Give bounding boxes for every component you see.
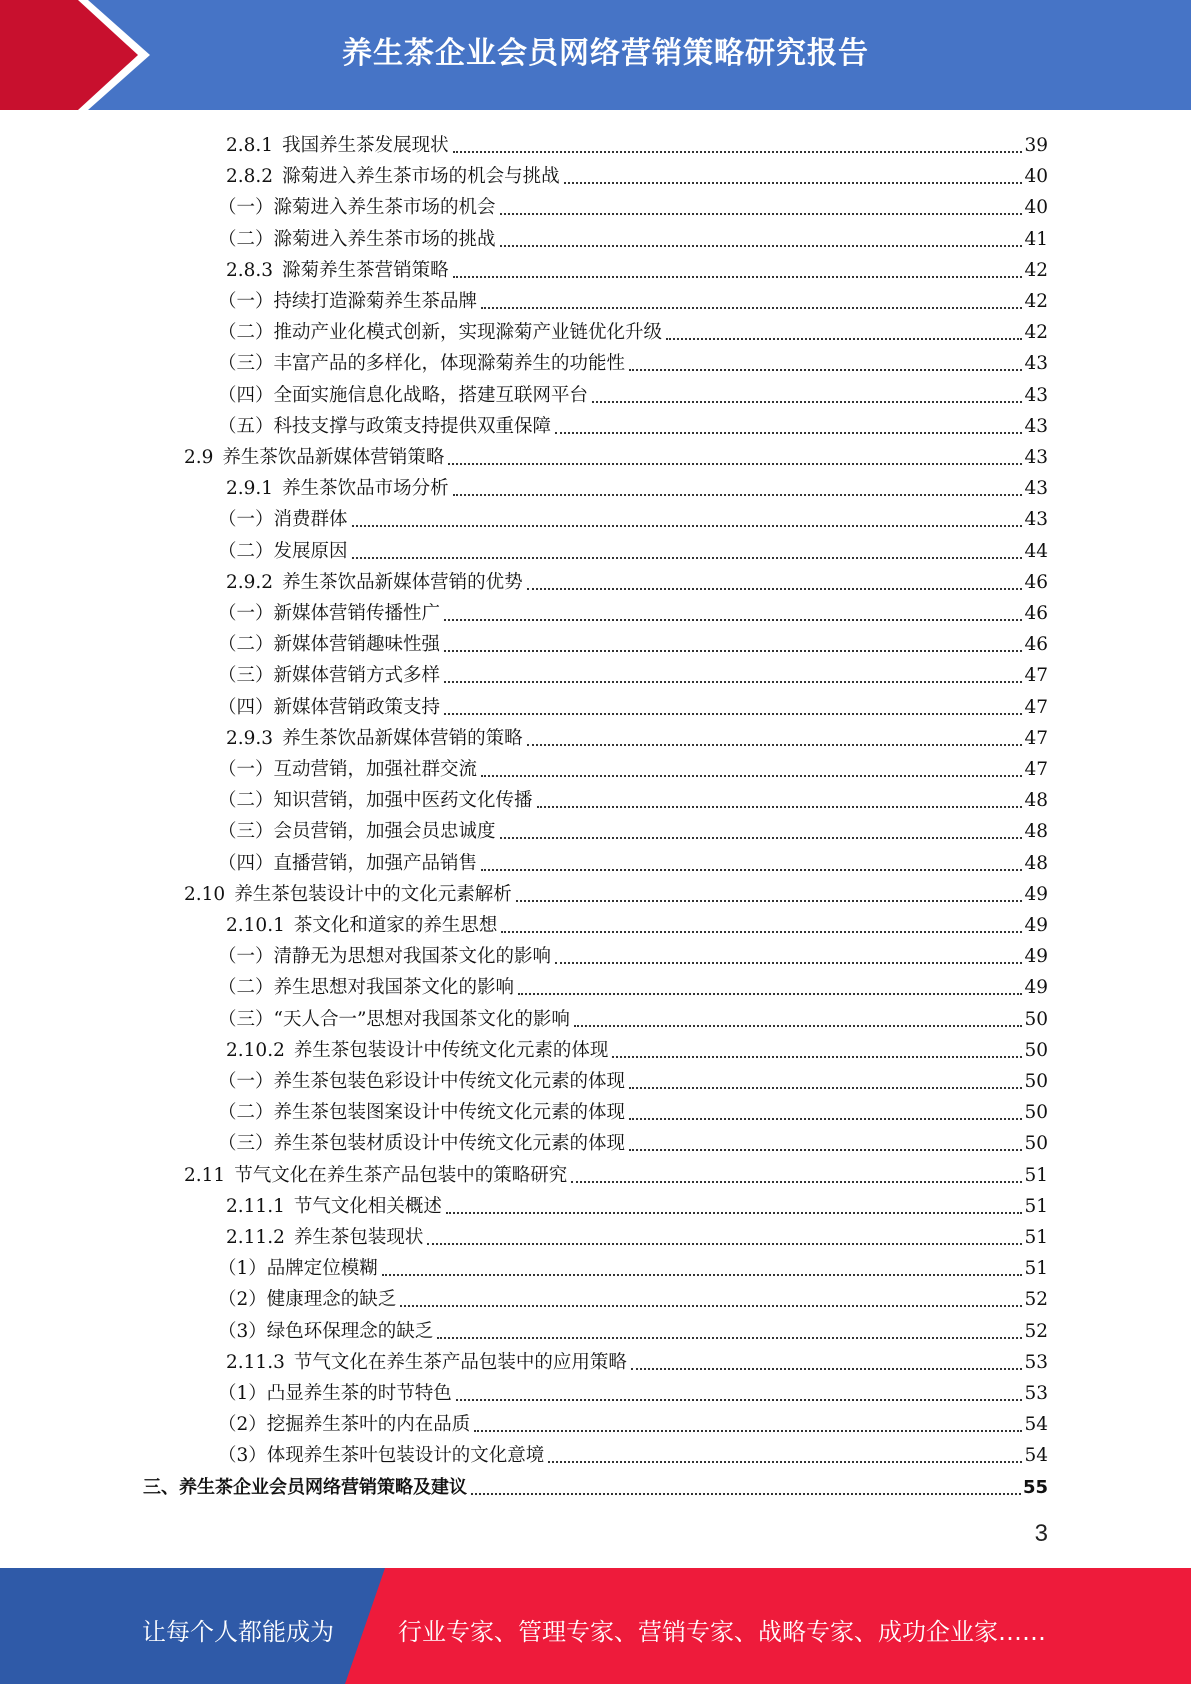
toc-entry-title: （2）挖掘养生茶叶的内在品质: [218, 1414, 471, 1436]
footer-slogan-right: 行业专家、管理专家、营销专家、战略专家、成功企业家……: [398, 1618, 1046, 1646]
toc-entry-title: 养生茶饮品新媒体营销策略: [222, 447, 445, 468]
toc-entry-title: （二）滁菊进入养生茶市场的挑战: [218, 228, 496, 250]
toc-dot-leader: [400, 1304, 1022, 1307]
toc-entry[interactable]: [226, 908, 1048, 939]
toc-entry-number: 2.8.1: [226, 135, 274, 156]
toc-entry-title: 三、养生茶企业会员网络营销策略及建议: [143, 1476, 467, 1498]
toc-entry-title: （一）清静无为思想对我国茶文化的影响: [218, 946, 552, 968]
toc-dot-leader: [527, 587, 1023, 590]
toc-entry-title: 节气文化在养生茶产品包装中的策略研究: [234, 1164, 568, 1186]
toc-dot-leader: [444, 649, 1022, 652]
toc-entry[interactable]: [218, 596, 1048, 627]
toc-dot-leader: [453, 493, 1023, 496]
toc-entry[interactable]: [218, 1407, 1048, 1438]
toc-entry-page: 40: [1024, 166, 1048, 188]
toc-entry-page: 50: [1024, 1008, 1048, 1030]
toc-entry-page: 40: [1024, 197, 1048, 219]
toc-entry-title: 节气文化相关概述: [293, 1195, 442, 1217]
toc-dot-leader: [629, 368, 1022, 371]
toc-entry[interactable]: [218, 970, 1048, 1001]
toc-entry[interactable]: [218, 1126, 1048, 1157]
toc-entry[interactable]: [218, 1095, 1048, 1126]
toc-dot-leader: [444, 618, 1022, 621]
toc-dot-leader: [474, 1429, 1022, 1432]
toc-entry-page: 46: [1024, 571, 1048, 593]
toc-entry[interactable]: [218, 190, 1048, 221]
toc-entry-page: 42: [1024, 291, 1048, 312]
toc-entry-title: 养生茶包装现状: [293, 1227, 424, 1248]
toc-entry[interactable]: [218, 1438, 1048, 1469]
toc-entry-title: 养生茶饮品新媒体营销的策略: [282, 727, 523, 749]
toc-dot-leader: [481, 306, 1022, 309]
toc-entry-page: 51: [1024, 1195, 1048, 1217]
toc-entry-title: 滁菊养生茶营销策略: [282, 259, 449, 281]
toc-entry-number: 2.11.3: [226, 1351, 285, 1373]
page-footer: [0, 1568, 1191, 1684]
toc-entry-title: （二）养生思想对我国茶文化的影响: [218, 977, 515, 999]
toc-entry[interactable]: [218, 814, 1048, 845]
toc-entry-page: 47: [1024, 665, 1048, 687]
toc-entry-page: 43: [1024, 353, 1048, 375]
toc-dot-leader: [352, 524, 1023, 527]
toc-entry[interactable]: [226, 565, 1048, 596]
toc-entry-page: 44: [1024, 540, 1048, 562]
toc-entry-number: 2.11.1: [226, 1195, 285, 1217]
toc-entry-title: （1）凸显养生茶的时节特色: [218, 1383, 452, 1404]
toc-entry[interactable]: [184, 1158, 1048, 1189]
toc-entry[interactable]: [218, 939, 1048, 970]
toc-dot-leader: [629, 1148, 1022, 1151]
toc-entry-page: 43: [1024, 384, 1048, 406]
toc-entry-page: 43: [1024, 478, 1048, 500]
toc-entry-page: 50: [1024, 1039, 1048, 1061]
toc-entry-page: 49: [1024, 883, 1048, 905]
toc-entry-title: （三）会员营销，加强会员忠诚度: [218, 821, 496, 843]
toc-entry-page: 41: [1024, 228, 1048, 250]
toc-dot-leader: [427, 1242, 1022, 1245]
toc-entry-title: 养生茶饮品市场分析: [282, 478, 449, 500]
toc-entry[interactable]: [218, 409, 1048, 440]
toc-entry-title: （二）养生茶包装图案设计中传统文化元素的体现: [218, 1102, 626, 1124]
toc-dot-leader: [612, 1055, 1022, 1058]
toc-dot-leader: [555, 431, 1022, 434]
toc-entry-page: 52: [1024, 1289, 1048, 1311]
toc-dot-leader: [500, 212, 1023, 215]
toc-entry-title: 养生茶包装设计中的文化元素解析: [234, 883, 512, 905]
toc-dot-leader: [500, 836, 1023, 839]
footer-slogan-left: 让每个人都能成为: [142, 1618, 334, 1646]
toc-entry[interactable]: [218, 752, 1048, 783]
toc-dot-leader: [574, 1024, 1023, 1027]
toc-dot-leader: [555, 961, 1022, 964]
toc-dot-leader: [437, 1336, 1022, 1339]
toc-entry-page: 54: [1024, 1445, 1048, 1467]
toc-entry-title: （五）科技支撑与政策支持提供双重保障: [218, 415, 552, 437]
toc-entry[interactable]: [218, 846, 1048, 877]
toc-entry-page: 54: [1024, 1414, 1048, 1436]
toc-entry-page: 55: [1022, 1476, 1048, 1498]
toc-entry-title: （一）滁菊进入养生茶市场的机会: [218, 197, 496, 219]
toc-entry-page: 47: [1024, 759, 1048, 780]
toc-entry-title: （1）品牌定位模糊: [218, 1258, 378, 1280]
toc-entry-title: （三）养生茶包装材质设计中传统文化元素的体现: [218, 1133, 626, 1155]
toc-entry-title: 养生茶包装设计中传统文化元素的体现: [293, 1039, 609, 1061]
toc-dot-leader: [448, 462, 1022, 465]
toc-entry-page: 51: [1024, 1258, 1048, 1280]
toc-entry-title: （四）新媒体营销政策支持: [218, 696, 441, 718]
toc-entry[interactable]: [218, 1251, 1048, 1282]
toc-entry-page: 52: [1024, 1320, 1048, 1342]
toc-entry[interactable]: [226, 159, 1048, 190]
toc-dot-leader: [666, 337, 1022, 340]
toc-entry-number: 2.11.2: [226, 1227, 285, 1248]
toc-dot-leader: [446, 1211, 1023, 1214]
toc-entry-title: （一）互动营销，加强社群交流: [218, 759, 478, 780]
report-title: 养生茶企业会员网络营销策略研究报告: [342, 36, 869, 71]
toc-entry-title: （3）绿色环保理念的缺乏: [218, 1320, 434, 1342]
toc-entry[interactable]: [226, 253, 1048, 284]
toc-entry[interactable]: [218, 315, 1048, 346]
toc-entry[interactable]: [226, 1220, 1048, 1251]
toc-entry-number: 2.9: [184, 447, 214, 468]
toc-entry-title: 我国养生茶发展现状: [282, 135, 449, 156]
toc-entry-page: 48: [1024, 790, 1048, 812]
toc-entry-number: 2.9.3: [226, 727, 274, 749]
toc-entry[interactable]: [218, 690, 1048, 721]
toc-entry-page: 48: [1024, 852, 1048, 874]
toc-entry-title: （一）消费群体: [218, 509, 348, 531]
toc-dot-leader: [592, 400, 1022, 403]
toc-entry-title: （三）“天人合一”思想对我国茶文化的影响: [218, 1008, 570, 1030]
toc-entry[interactable]: [218, 627, 1048, 658]
toc-dot-leader: [481, 868, 1022, 871]
toc-entry-number: 2.10.2: [226, 1039, 285, 1061]
toc-entry[interactable]: [218, 1376, 1048, 1407]
page-header: [0, 0, 1191, 110]
toc-entry-title: （一）新媒体营销传播性广: [218, 603, 441, 624]
toc-dot-leader: [444, 712, 1022, 715]
toc-entry-page: 50: [1024, 1133, 1048, 1155]
toc-entry[interactable]: [226, 1033, 1048, 1064]
toc-dot-leader: [571, 1180, 1022, 1183]
toc-entry-number: 2.9.2: [226, 571, 274, 593]
toc-entry[interactable]: [218, 502, 1048, 533]
toc-entry[interactable]: [218, 658, 1048, 689]
toc-entry-page: 53: [1024, 1383, 1048, 1404]
toc-entry[interactable]: [226, 1189, 1048, 1220]
toc-entry-title: （3）体现养生茶叶包装设计的文化意境: [218, 1445, 545, 1467]
toc-entry-number: 2.10: [184, 883, 226, 905]
toc-entry-title: 节气文化在养生茶产品包装中的应用策略: [293, 1351, 627, 1373]
toc-entry-page: 51: [1024, 1164, 1048, 1186]
toc-entry[interactable]: [218, 222, 1048, 253]
toc-entry-title: （三）丰富产品的多样化，体现滁菊养生的功能性: [218, 353, 626, 375]
toc-entry-title: （一）养生茶包装色彩设计中传统文化元素的体现: [218, 1071, 626, 1092]
page-number: 3: [1034, 1520, 1048, 1547]
toc-entry-page: 46: [1024, 603, 1048, 624]
toc-entry-page: 43: [1024, 447, 1048, 468]
toc-dot-leader: [453, 275, 1023, 278]
toc-entry-page: 53: [1024, 1351, 1048, 1373]
toc-entry[interactable]: [218, 1282, 1048, 1313]
toc-dot-leader: [564, 181, 1023, 184]
toc-entry-page: 47: [1024, 727, 1048, 749]
toc-entry-page: 49: [1024, 977, 1048, 999]
toc-entry-page: 47: [1024, 696, 1048, 718]
toc-entry-title: （二）知识营销，加强中医药文化传播: [218, 790, 533, 812]
toc-entry-page: 48: [1024, 821, 1048, 843]
toc-entry-page: 50: [1024, 1071, 1048, 1092]
toc-entry[interactable]: [218, 378, 1048, 409]
toc-dot-leader: [501, 930, 1022, 933]
toc-dot-leader: [500, 244, 1023, 247]
toc-entry-page: 49: [1024, 946, 1048, 968]
toc-entry[interactable]: [218, 1314, 1048, 1345]
toc-entry-title: （二）新媒体营销趣味性强: [218, 634, 441, 656]
toc-entry[interactable]: [226, 721, 1048, 752]
toc-entry-title: 养生茶饮品新媒体营销的优势: [282, 571, 523, 593]
toc-entry-number: 2.8.3: [226, 259, 274, 281]
toc-entry-page: 43: [1024, 415, 1048, 437]
toc-dot-leader: [537, 805, 1023, 808]
toc-dot-leader: [548, 1460, 1022, 1463]
toc-dot-leader: [516, 899, 1023, 902]
toc-entry[interactable]: [218, 346, 1048, 377]
toc-entry[interactable]: [184, 440, 1048, 471]
toc-entry-page: 39: [1024, 135, 1048, 156]
toc-entry-page: 49: [1024, 915, 1048, 936]
toc-dot-leader: [518, 992, 1022, 995]
toc-dot-leader: [629, 1086, 1022, 1089]
toc-entry-page: 51: [1024, 1227, 1048, 1248]
toc-entry-title: （二）推动产业化模式创新，实现滁菊产业链优化升级: [218, 322, 663, 344]
toc-entry-title: （四）全面实施信息化战略，搭建互联网平台: [218, 384, 589, 406]
toc-entry-title: （2）健康理念的缺乏: [218, 1289, 397, 1311]
toc-entry-page: 50: [1024, 1102, 1048, 1124]
toc-entry-title: （二）发展原因: [218, 540, 348, 562]
toc-dot-leader: [382, 1273, 1023, 1276]
toc-entry-number: 2.10.1: [226, 915, 285, 936]
toc-entry-number: 2.9.1: [226, 478, 274, 500]
toc-entry-page: 46: [1024, 634, 1048, 656]
toc-dot-leader: [456, 1398, 1023, 1401]
toc-entry[interactable]: [218, 1064, 1048, 1095]
toc-dot-leader: [527, 743, 1023, 746]
toc-entry[interactable]: [218, 1002, 1048, 1033]
toc-entry[interactable]: [184, 877, 1048, 908]
toc-dot-leader: [481, 774, 1022, 777]
toc-entry[interactable]: [218, 284, 1048, 315]
toc-entry[interactable]: [226, 471, 1048, 502]
toc-entry-title: （四）直播营销，加强产品销售: [218, 852, 478, 874]
toc-entry[interactable]: [218, 534, 1048, 565]
toc-entry-page: 42: [1024, 259, 1048, 281]
toc-entry-page: 42: [1024, 322, 1048, 344]
toc-dot-leader: [631, 1367, 1023, 1370]
toc-entry-title: 滁菊进入养生茶市场的机会与挑战: [282, 166, 560, 188]
toc-dot-leader: [352, 556, 1023, 559]
toc-dot-leader: [471, 1492, 1021, 1495]
toc-dot-leader: [629, 1117, 1022, 1120]
toc-entry-number: 2.8.2: [226, 166, 274, 188]
toc-entry-title: （三）新媒体营销方式多样: [218, 665, 441, 687]
toc-entry-title: （一）持续打造滁菊养生茶品牌: [218, 291, 478, 312]
toc-dot-leader: [453, 150, 1023, 153]
toc-entry[interactable]: [226, 1345, 1048, 1376]
toc-dot-leader: [444, 680, 1022, 683]
toc-entry[interactable]: [226, 128, 1048, 159]
toc-entry-number: 2.11: [184, 1164, 226, 1186]
toc-entry-title: 茶文化和道家的养生思想: [293, 915, 498, 936]
toc-entry[interactable]: [218, 783, 1048, 814]
toc-entry-page: 43: [1024, 509, 1048, 531]
toc-entry[interactable]: [143, 1470, 1048, 1501]
